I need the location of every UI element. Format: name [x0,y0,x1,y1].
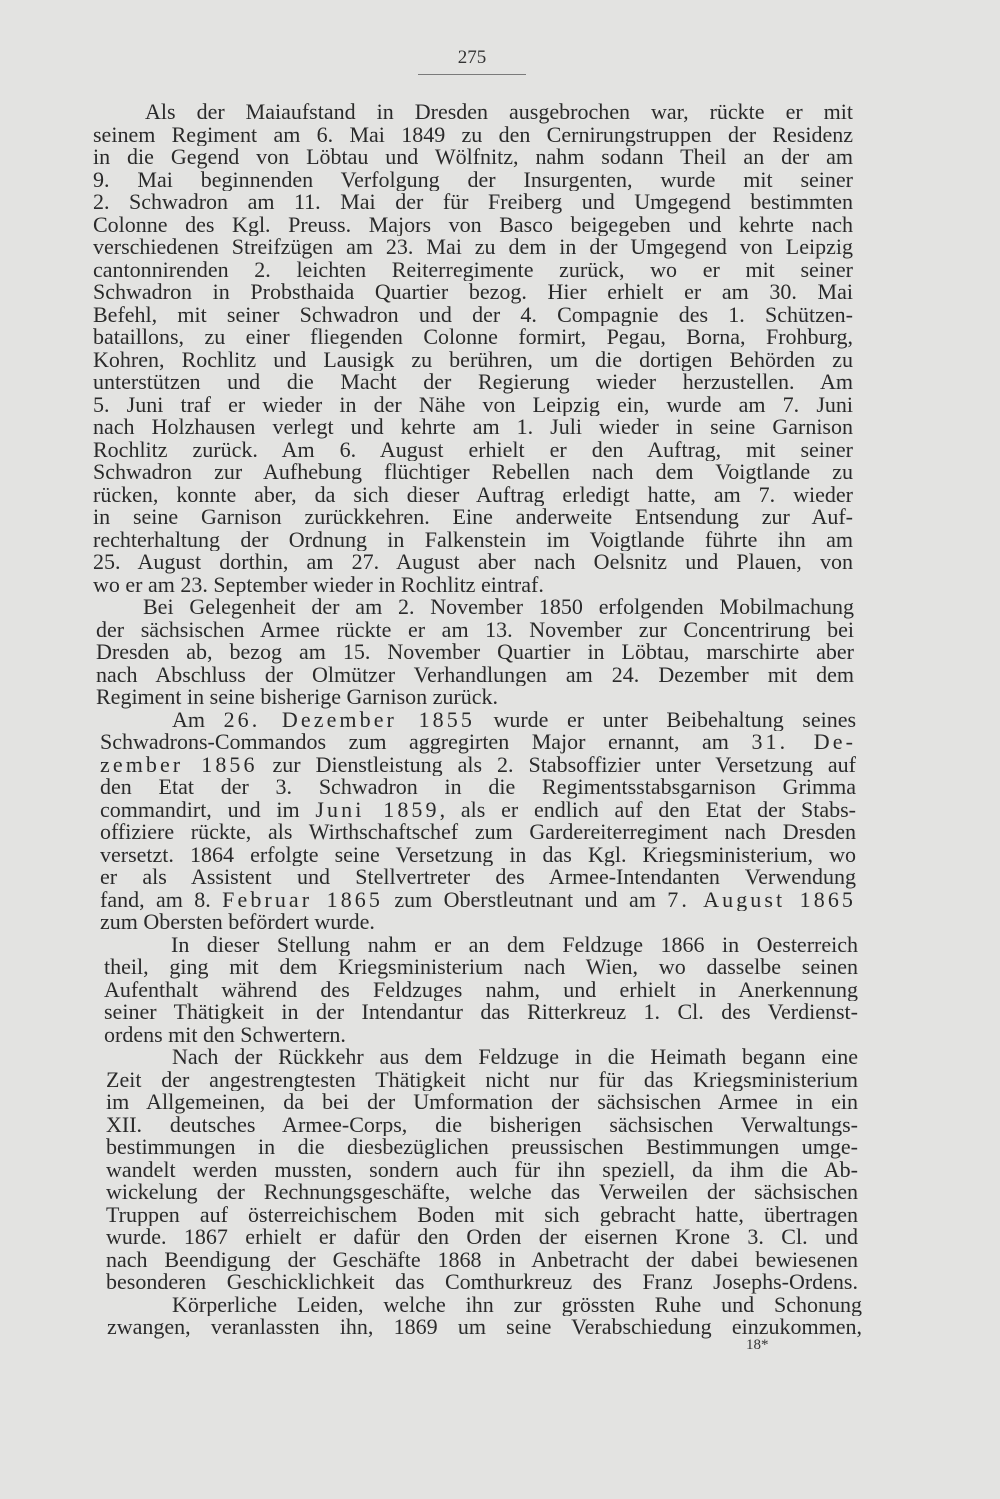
emphasized-text: zember 1856 [100,753,258,776]
text-run: Befehl, mit seiner Schwadron und der 4. Compagnie des 1. Schützen- [93,303,853,326]
text-run: wurde. 1867 erhielt er dafür den Orden der eisernen Krone 3. Cl. und [106,1226,858,1249]
text-run: Bei Gelegenheit der am 2. November 1850 erfolgenden Mobilmachung [143,596,854,619]
text-run: bestimmungen in die diesbezüglichen preussischen Bestimmungen umge- [106,1136,858,1159]
text-run: In dieser Stellung nahm er an dem Feldzuge 1866 in Oesterreich [171,933,858,956]
text-run: bataillons, zu einer fliegenden Colonne formirt, Pegau, Borna, Frohburg, [93,326,853,349]
text-line [96,664,854,687]
text-run: theil, ging mit dem Kriegsministerium nach Wien, wo dasselbe seinen [104,956,858,979]
text-line [106,1136,858,1159]
text-run: er als Assistent und Stellvertreter des Armee-Intendanten Verwendung [100,866,856,889]
text-run: cantonnirenden 2. leichten Reiterregimente zurück, wo er mit seiner [93,258,853,281]
header-rule [418,74,526,75]
text-line [106,1226,858,1249]
text-line [104,1001,858,1024]
text-run: Körperliche Leiden, welche ihn zur grössten Ruhe und Schonung [172,1293,862,1316]
text-line [93,529,853,552]
text-line [106,1091,858,1114]
text-run: besonderen Geschicklichkeit das Comthurkreuz des Franz Josephs-Ordens. [106,1271,858,1294]
text-run: wo er am 23. September wieder in Rochlitz eintraf. [93,573,544,596]
text-run: Nach der Rückkehr aus dem Feldzuge in die Heimath begann eine [172,1046,858,1069]
text-run: in seine Garnison zurückkehren. Eine anderweite Entsendung zur Auf- [93,506,853,529]
text-run: Regiment in seine bisherige Garnison zurück. [96,686,499,709]
text-run: zum Oberstleutnant und am [382,888,668,911]
text-run: Als der Maiaufstand in Dresden ausgebrochen war, rückte er mit [145,101,853,124]
text-run: den Etat der 3. Schwadron in die Regimentsstabsgarnison Grimma [100,776,856,799]
text-run: 9. Mai beginnenden Verfolgung der Insurgenten, wurde mit seiner [93,168,853,191]
text-run: in die Gegend von Löbtau und Wölfnitz, nahm sodann Theil an der am [93,146,853,169]
text-line [100,754,856,777]
text-line [93,169,853,192]
text-line [96,686,854,709]
text-run: rechterhaltung der Ordnung in Falkenstein im Voigtlande führte ihn am [93,528,853,551]
text-run: verschiedenen Streifzügen am 23. Mai zu dem in der Umgegend von Leipzig [93,236,853,259]
text-line [100,844,856,867]
text-line [100,709,856,732]
text-line [93,191,853,214]
text-run: unterstützen und die Macht der Regierung wieder herzustellen. Am [93,371,853,394]
text-run: zur Dienstleistung als 2. Stabsoffizier unter Versetzung auf [257,753,856,776]
text-line [100,911,856,934]
paragraph [96,596,854,709]
text-run: fand, am 8. [100,888,223,911]
text-run: ordens mit den Schwertern. [104,1023,346,1046]
text-run: seiner Thätigkeit in der Intendantur das Ritterkreuz 1. Cl. des Verdienst- [104,1001,858,1024]
text-line [106,1046,858,1069]
text-run: wickelung der Rechnungsgeschäfte, welche das Verweilen der sächsischen [106,1181,858,1204]
text-line [93,371,853,394]
text-line [106,1271,858,1294]
text-line [93,124,853,147]
text-run: 5. Juni traf er wieder in der Nähe von Leipzig ein, wurde am 7. Juni [93,393,853,416]
text-run: rücken, konnte aber, da sich dieser Auftrag erledigt hatte, am 7. wieder [93,483,853,506]
text-run: nach Abschluss der Olmützer Verhandlungen am 24. Dezember mit dem [96,663,854,686]
text-line [93,416,853,439]
text-line [104,979,858,1002]
text-run: Rochlitz zurück. Am 6. August erhielt er den Auftrag, mit seiner [93,438,853,461]
emphasized-text: 7. August 1865 [667,888,856,911]
text-line [106,1249,858,1272]
emphasized-text: 26. Dezember 1855 [223,708,475,731]
text-line [93,146,853,169]
text-line [93,304,853,327]
text-run: Colonne des Kgl. Preuss. Majors von Basco beigegeben und kehrte nach [93,213,853,236]
text-run: wandelt werden mussten, sondern auch für ihn speziell, da ihm die Ab- [106,1158,858,1181]
text-run: Zeit der angestrengtesten Thätigkeit nicht nur für das Kriegsministerium [106,1068,858,1091]
text-run: Schwadrons-Commandos zum aggregirten Major ernannt, am [100,731,752,754]
text-line [100,821,856,844]
text-run: 25. August dorthin, am 27. August aber nach Oelsnitz und Plauen, von [93,551,853,574]
text-line [104,956,858,979]
text-line [100,799,856,822]
text-line [107,1294,862,1317]
text-line [93,394,853,417]
text-run: der sächsischen Armee rückte er am 13. November zur Concentrirung bei [96,618,854,641]
text-line [93,326,853,349]
paragraph [107,1294,862,1339]
text-line [106,1204,858,1227]
paragraph [100,709,856,934]
text-run: seinem Regiment am 6. Mai 1849 zu den Cernirungstruppen der Residenz [93,123,853,146]
text-line [100,866,856,889]
text-run: offiziere rückte, als Wirthschaftschef zum Gardereiterregiment nach Dresden [100,821,856,844]
text-run: im Allgemeinen, da bei der Umformation der sächsischen Armee in ein [106,1091,858,1114]
text-run: zwangen, veranlassten ihn, 1869 um seine Verabschiedung einzukommen, [107,1316,862,1339]
paragraph [93,101,853,596]
text-line [100,776,856,799]
text-line [93,259,853,282]
text-line [93,214,853,237]
text-line [106,1159,858,1182]
text-line [93,349,853,372]
text-run: Truppen auf österreichischem Boden mit sich gebracht hatte, übertragen [106,1203,858,1226]
text-line [93,574,853,597]
text-run: Aufenthalt während des Feldzuges nahm, und erhielt in Anerkennung [104,978,858,1001]
text-line [106,1114,858,1137]
paragraph [106,1046,858,1294]
text-run: Kohren, Rochlitz und Lausigk zu berühren, um die dortigen Behörden zu [93,348,853,371]
text-run: Dresden ab, bezog am 15. November Quartier in Löbtau, marschirte aber [96,641,854,664]
text-run: zum Obersten befördert wurde. [100,911,375,934]
text-run: nach Beendigung der Geschäfte 1868 in Anbetracht der dabei bewiesenen [106,1248,858,1271]
text-line [93,506,853,529]
emphasized-text: 31. De- [751,731,856,754]
text-line [104,934,858,957]
page-number: 275 [457,47,487,68]
text-line [93,461,853,484]
text-run: Am [172,708,224,731]
text-line [93,484,853,507]
text-run: versetzt. 1864 erfolgte seine Versetzung in das Kgl. Kriegsministerium, wo [100,843,856,866]
text-line [104,1024,858,1047]
text-run: 2. Schwadron am 11. Mai der für Freiberg und Umgegend bestimmten [93,191,853,214]
text-line [93,236,853,259]
text-line [100,731,856,754]
text-line [100,889,856,912]
text-line [93,101,853,124]
text-line [93,551,853,574]
emphasized-text: Juni 1859 [315,798,440,821]
emphasized-text: Februar 1865 [222,888,383,911]
text-run: Schwadron zur Aufhebung flüchtiger Rebellen nach dem Voigtlande zu [93,461,853,484]
text-run: wurde er unter Beibehaltung seines [474,708,856,731]
paragraph [104,934,858,1047]
text-line [93,281,853,304]
text-run: commandirt, und im [100,798,316,821]
text-line [93,439,853,462]
text-line [96,641,854,664]
text-run: XII. deutsches Armee-Corps, die bisherigen sächsischen Verwaltungs- [106,1113,858,1136]
text-line [106,1069,858,1092]
text-run: Schwadron in Probsthaida Quartier bezog. Hier erhielt er am 30. Mai [93,281,853,304]
text-line [106,1181,858,1204]
text-line [96,596,854,619]
text-run: , als er endlich auf den Etat der Stabs- [439,798,856,821]
text-run: nach Holzhausen verlegt und kehrte am 1. Juli wieder in seine Garnison [93,416,853,439]
printer-signature: 18* [746,1337,769,1353]
body-text [0,101,1000,1339]
text-line [96,619,854,642]
